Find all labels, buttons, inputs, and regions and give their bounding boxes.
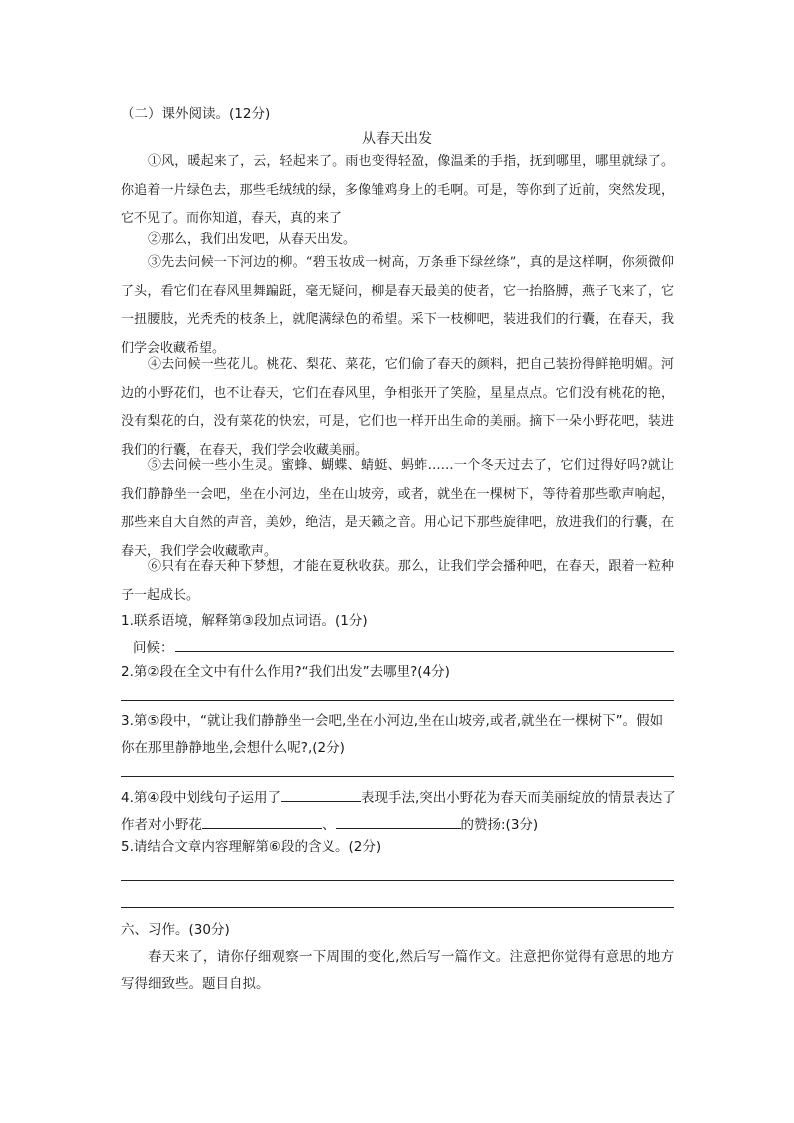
question-1-label: 问候：	[133, 640, 174, 656]
article-paragraph-6: ⑥只有在春天种下梦想，才能在夏秋收获。那么，让我们学会播种吧，在春天，跟着一粒种子一起成长。	[121, 559, 674, 603]
composition-prompt: 春天来了，请你仔细观察一下周围的变化,然后写一篇作文。注意把你觉得有意思的地方写得细致些。题目自拟。	[121, 949, 674, 992]
answer-line-q5-1[interactable]	[121, 880, 674, 881]
answer-blank-praise-2[interactable]	[336, 814, 461, 829]
question-4-text-b: 表现手法,突出小野花为春天而美丽绽放的情景表达了作者对小野花	[121, 790, 676, 833]
answer-blank-praise-1[interactable]	[202, 814, 322, 829]
question-4-text-d: 的赞扬:(3分)	[460, 817, 539, 833]
article-paragraph-1: ①风，暖起来了，云，轻起来了。雨也变得轻盈，像温柔的手指，抚到哪里，哪里就绿了。你追着一片绿色去，那些毛绒绒的绿，多像雏鸡身上的毛啊。可是，等你到了近前，突然发现，它不见了。而你知道，春天，真的来了	[121, 154, 674, 226]
answer-line-q3[interactable]	[121, 776, 674, 777]
article-paragraph-2: ②那么，我们出发吧，从春天出发。	[148, 232, 357, 247]
article-paragraph-5: ⑤去问候一些小生灵。蜜蜂、蝴蝶、蜻蜓、蚂蚱……一个冬天过去了，它们过得好吗?就让我们静静坐一会吧，坐在小河边，坐在山坡旁，或者，就坐在一棵树下，等待着那些歌声响起，那些来自大自然的声音，美妙，绝洁，是天籁之音。用心记下那些旋律吧，放进我们的行囊，在春天，我们学会收藏歌声。	[121, 458, 674, 559]
question-3: 3.第⑤段中，“就让我们静静坐一会吧,坐在小河边,坐在山坡旁,或者,就坐在一棵树下”。假如你在那里静静地坐,会想什么呢?,(2分)	[121, 713, 664, 756]
answer-line-q5-2[interactable]	[121, 907, 674, 908]
answer-line-q2[interactable]	[121, 700, 674, 701]
article-title: 从春天出发	[362, 131, 432, 147]
answer-line-q1[interactable]	[175, 651, 674, 652]
question-1: 1.联系语境，解释第③段加点词语。(1分)	[121, 613, 368, 629]
question-4	[121, 785, 676, 839]
article-paragraph-3: ③先去问候一下河边的柳。“碧玉妆成一树高，万条垂下绿丝绦”，真的是这样啊，你须微仰了头，看它们在春风里舞蹁跹，毫无疑问，柳是春天最美的使者，它一抬胳膊，燕子飞来了，它一扭腰肢，光秃秃的枝条上，就爬满绿色的希望。采下一枝柳吧，装进我们的行囊，在春天，我们学会收藏希望。	[121, 255, 674, 356]
answer-blank-technique[interactable]	[281, 787, 361, 802]
section-heading-composition: 六、习作。(30分)	[121, 922, 230, 938]
question-4-text-a: 4.第④段中划线句子运用了	[121, 790, 281, 806]
section-heading-extracurricular-reading: （二）课外阅读。(12分)	[121, 106, 271, 122]
article-paragraph-4: ④去问候一些花儿。桃花、梨花、菜花，它们偷了春天的颜料，把自己装扮得鲜艳明媚。河边的小野花们，也不让春天，它们在春风里，争相张开了笑脸，星星点点。它们没有桃花的艳，没有梨花的白，没有菜花的快宏，可是，它们也一样开出生命的美丽。摘下一朵小野花吧，装进我们的行囊，在春天，我们学会收藏美丽。	[121, 357, 674, 458]
question-2: 2.第②段在全文中有什么作用?“我们出发”去哪里?(4分)	[121, 664, 450, 680]
question-5: 5.请结合文章内容理解第⑥段的含义。(2分)	[121, 839, 382, 855]
question-4-text-c: 、	[322, 817, 336, 833]
